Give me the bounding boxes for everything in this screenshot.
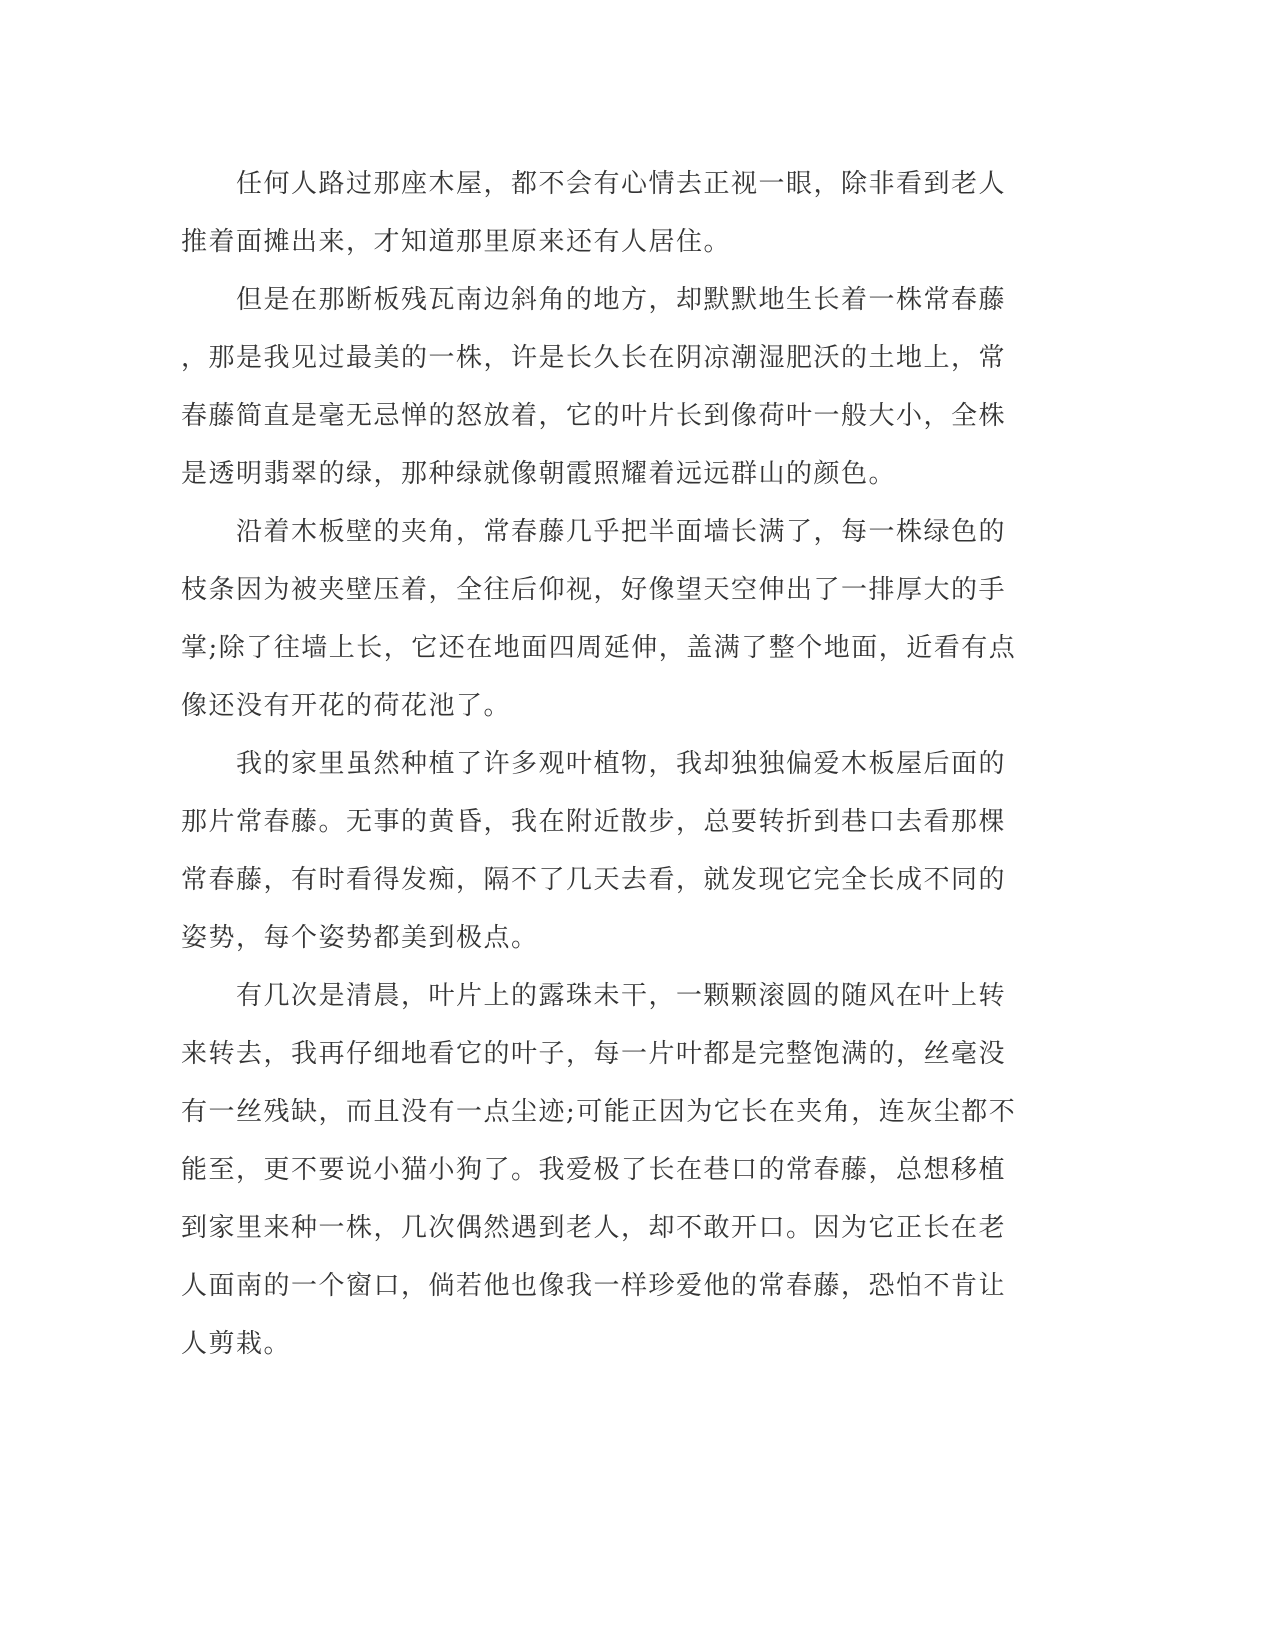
text-line: 来转去，我再仔细地看它的叶子，每一片叶都是完整饱满的，丝毫没	[181, 1039, 1007, 1069]
text-line: 任何人路过那座木屋，都不会有心情去正视一眼，除非看到老人	[181, 169, 1007, 199]
text-line: 有一丝残缺，而且没有一点尘迹;可能正因为它长在夹角，连灰尘都不	[181, 1097, 1017, 1127]
text-line: 枝条因为被夹壁压着，全往后仰视，好像望天空伸出了一排厚大的手	[181, 575, 1007, 605]
text-line: 人剪栽。	[181, 1329, 292, 1359]
text-line: 像还没有开花的荷花池了。	[181, 691, 512, 721]
text-line: 常春藤，有时看得发痴，隔不了几天去看，就发现它完全长成不同的	[181, 865, 1007, 895]
paragraph-5	[181, 967, 1047, 1373]
text-line: 有几次是清晨，叶片上的露珠未干，一颗颗滚圆的随风在叶上转	[181, 981, 1007, 1011]
text-line: 推着面摊出来，才知道那里原来还有人居住。	[181, 227, 732, 257]
paragraph-2	[181, 271, 1047, 503]
text-line: 那片常春藤。无事的黄昏，我在附近散步，总要转折到巷口去看那棵	[181, 807, 1007, 837]
paragraph-3	[181, 503, 1047, 735]
text-line: 是透明翡翠的绿，那种绿就像朝霞照耀着远远群山的颜色。	[181, 459, 897, 489]
text-line: 姿势，每个姿势都美到极点。	[181, 923, 539, 953]
text-line: 人面南的一个窗口，倘若他也像我一样珍爱他的常春藤，恐怕不肯让	[181, 1271, 1007, 1301]
article-body	[181, 155, 1047, 1373]
text-line: 到家里来种一株，几次偶然遇到老人，却不敢开口。因为它正长在老	[181, 1213, 1007, 1243]
text-line: 我的家里虽然种植了许多观叶植物，我却独独偏爱木板屋后面的	[181, 749, 1007, 779]
text-line: ，那是我见过最美的一株，许是长久长在阴凉潮湿肥沃的土地上，常	[181, 343, 1007, 373]
text-line: 但是在那断板残瓦南边斜角的地方，却默默地生长着一株常春藤	[181, 285, 1007, 315]
text-line: 掌;除了往墙上长，它还在地面四周延伸，盖满了整个地面，近看有点	[181, 633, 1017, 663]
text-line: 能至，更不要说小猫小狗了。我爱极了长在巷口的常春藤，总想移植	[181, 1155, 1007, 1185]
paragraph-4	[181, 735, 1047, 967]
text-line: 沿着木板壁的夹角，常春藤几乎把半面墙长满了，每一株绿色的	[181, 517, 1007, 547]
text-line: 春藤简直是毫无忌惮的怒放着，它的叶片长到像荷叶一般大小，全株	[181, 401, 1007, 431]
paragraph-1	[181, 155, 1047, 271]
